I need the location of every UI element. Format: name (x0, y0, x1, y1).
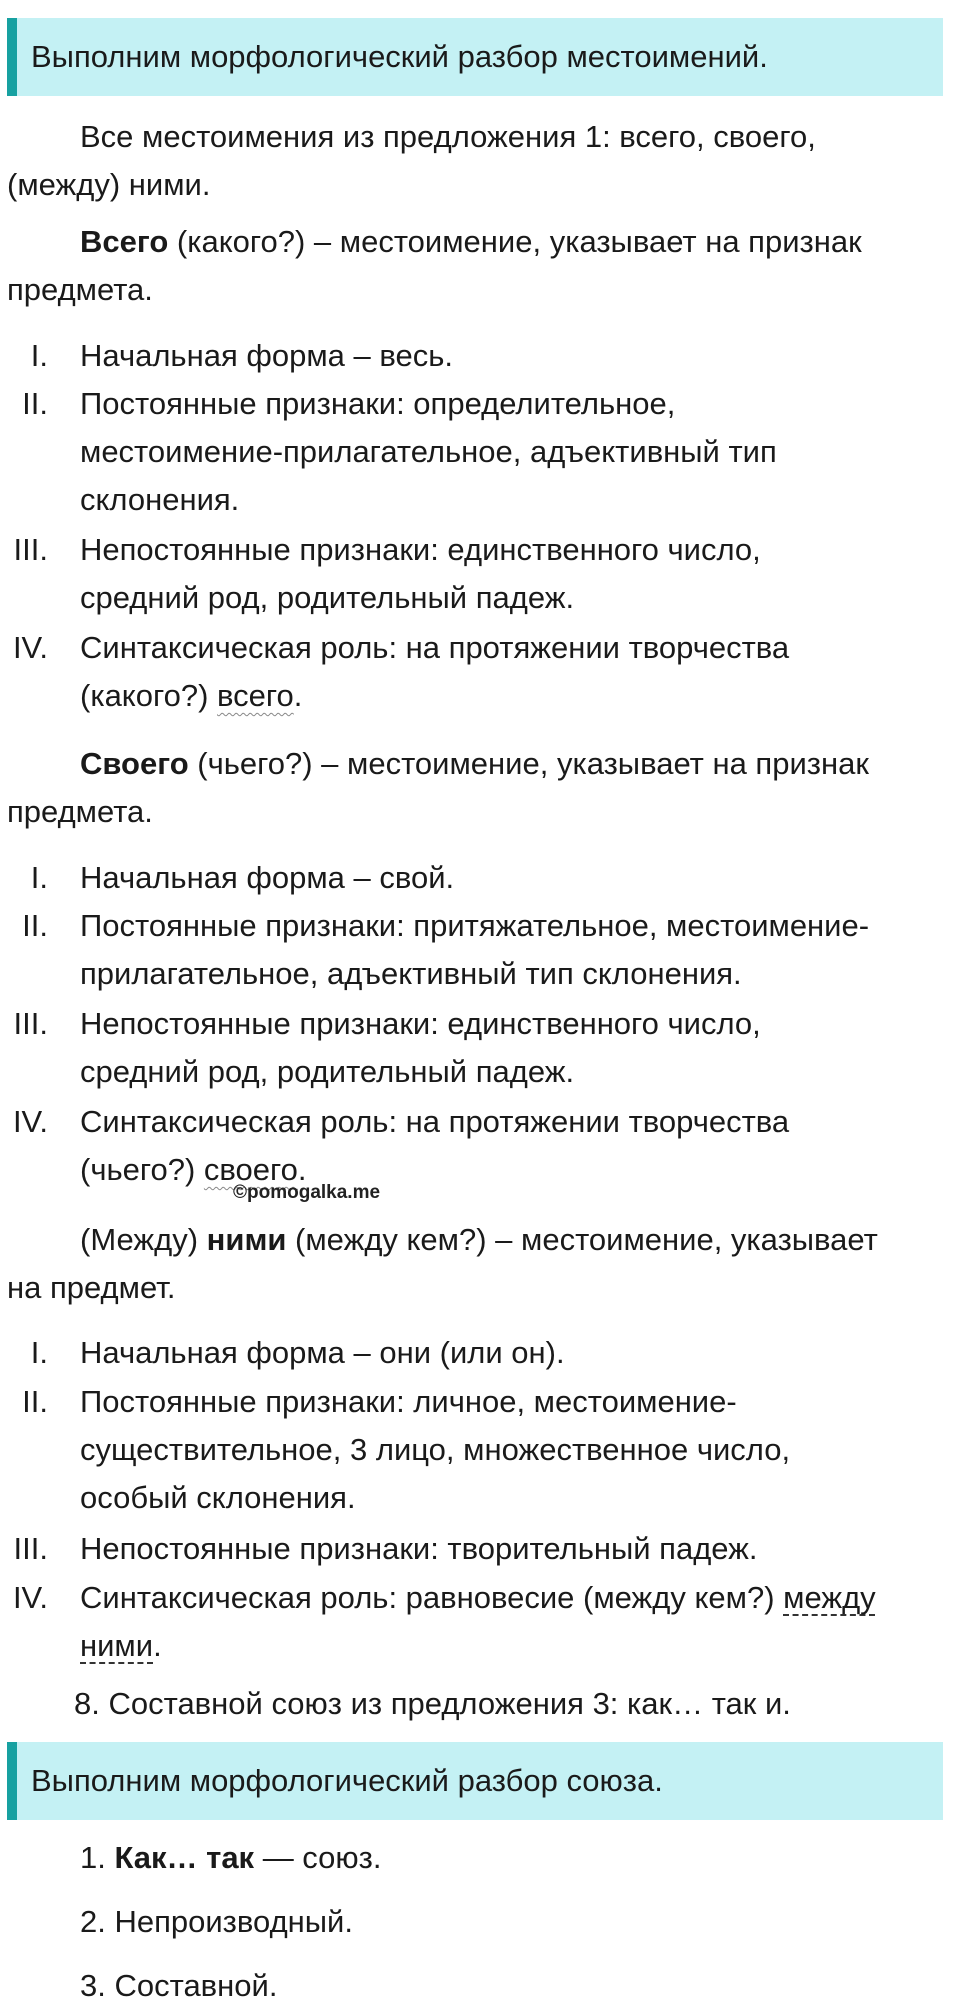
nimi-num-2: II. (22, 1384, 48, 1419)
svoego-item-1: Начальная форма – свой. (80, 860, 455, 895)
vsego-num-2: II. (22, 386, 48, 421)
vsego-item-3b: средний род, родительный падеж. (80, 580, 575, 615)
nimi-heading-line-2: на предмет. (7, 1270, 176, 1305)
vsego-heading (80, 222, 862, 262)
vsego-heading-text: (какого?) – местоимение, указывает на признак (168, 224, 862, 259)
nimi-item-2a: Постоянные признаки: личное, местоимение- (80, 1384, 737, 1419)
conj-item-3: 3. Составной. (80, 1968, 278, 2003)
svoego-item-3a: Непостоянные признаки: единственного число, (80, 1006, 761, 1041)
vsego-item-2a: Постоянные признаки: определительное, (80, 386, 676, 421)
nimi-underlined-mezhdu: между (783, 1580, 876, 1615)
nimi-item-1: Начальная форма – они (или он). (80, 1335, 565, 1370)
vsego-item-4b (80, 676, 302, 716)
svoego-num-3: III. (13, 1006, 48, 1041)
vsego-question: (какого?) (80, 678, 218, 713)
vsego-word: Всего (80, 224, 169, 259)
svoego-heading-line-2: предмета. (7, 794, 153, 829)
svoego-num-2: II. (22, 908, 48, 943)
nimi-heading-text: (между кем?) – местоимение, указывает (286, 1222, 878, 1257)
conj-item-1-num: 1. (80, 1840, 115, 1875)
nimi-underlined-word: ними (80, 1628, 154, 1663)
nimi-num-3: III. (13, 1531, 48, 1566)
nimi-item-4a (80, 1578, 876, 1618)
banner-text: Выполним морфологический разбор союза. (31, 1763, 663, 1798)
nimi-word: ними (206, 1222, 287, 1257)
vsego-item-1: Начальная форма – весь. (80, 338, 453, 373)
section-banner-pronouns (7, 18, 943, 96)
item-8: 8. Составной союз из предложения 3: как… так и. (74, 1686, 791, 1721)
nimi-item-3a: Непостоянные признаки: творительный падеж. (80, 1531, 758, 1566)
nimi-heading-pre: (Между) (80, 1222, 207, 1257)
vsego-period: . (293, 678, 303, 713)
svoego-item-3b: средний род, родительный падеж. (80, 1054, 575, 1089)
svoego-item-2b: прилагательное, адъективный тип склонения. (80, 956, 742, 991)
conj-item-2: 2. Непроизводный. (80, 1904, 353, 1939)
conj-word: Как… так (114, 1840, 255, 1875)
nimi-item-2b: существительное, 3 лицо, множественное число, (80, 1432, 791, 1467)
svoego-underlined-word: своего (203, 1152, 298, 1187)
nimi-num-4: IV. (12, 1580, 48, 1615)
banner-text: Выполним морфологический разбор местоимений. (31, 39, 768, 74)
section-banner-conjunction (7, 1742, 943, 1820)
svoego-num-1: I. (30, 860, 48, 895)
vsego-num-3: III. (13, 532, 48, 567)
intro-line-2: (между) ними. (7, 167, 211, 202)
conj-item-1-text: — союз. (254, 1840, 382, 1875)
nimi-item-2c: особый склонения. (80, 1480, 356, 1515)
svoego-word: Своего (80, 746, 189, 781)
vsego-num-1: I. (30, 338, 48, 373)
svoego-question: (чьего?) (80, 1152, 204, 1187)
vsego-item-3a: Непостоянные признаки: единственного число, (80, 532, 761, 567)
vsego-heading-line-2: предмета. (7, 272, 153, 307)
svoego-item-4a: Синтаксическая роль: на протяжении творчества (80, 1104, 790, 1139)
nimi-role-text: Синтаксическая роль: равновесие (между кем?) (80, 1580, 784, 1615)
svoego-heading (80, 744, 869, 784)
vsego-item-2b: местоимение-прилагательное, адъективный тип (80, 434, 777, 469)
watermark-text: ©pomogalka.me (233, 1182, 381, 1203)
nimi-item-4b (80, 1626, 162, 1666)
nimi-period: . (153, 1628, 162, 1663)
intro-line-1: Все местоимения из предложения 1: всего, своего, (80, 119, 816, 154)
nimi-heading (80, 1220, 878, 1260)
conj-item-1 (80, 1838, 381, 1878)
vsego-num-4: IV. (12, 630, 48, 665)
vsego-item-2c: склонения. (80, 482, 240, 517)
svoego-item-2a: Постоянные признаки: притяжательное, местоимение- (80, 908, 870, 943)
svoego-heading-text: (чьего?) – местоимение, указывает на признак (188, 746, 869, 781)
svoego-period: . (297, 1152, 307, 1187)
vsego-underlined-word: всего (217, 678, 294, 713)
vsego-item-4a: Синтаксическая роль: на протяжении творчества (80, 630, 790, 665)
nimi-num-1: I. (30, 1335, 48, 1370)
svoego-num-4: IV. (12, 1104, 48, 1139)
